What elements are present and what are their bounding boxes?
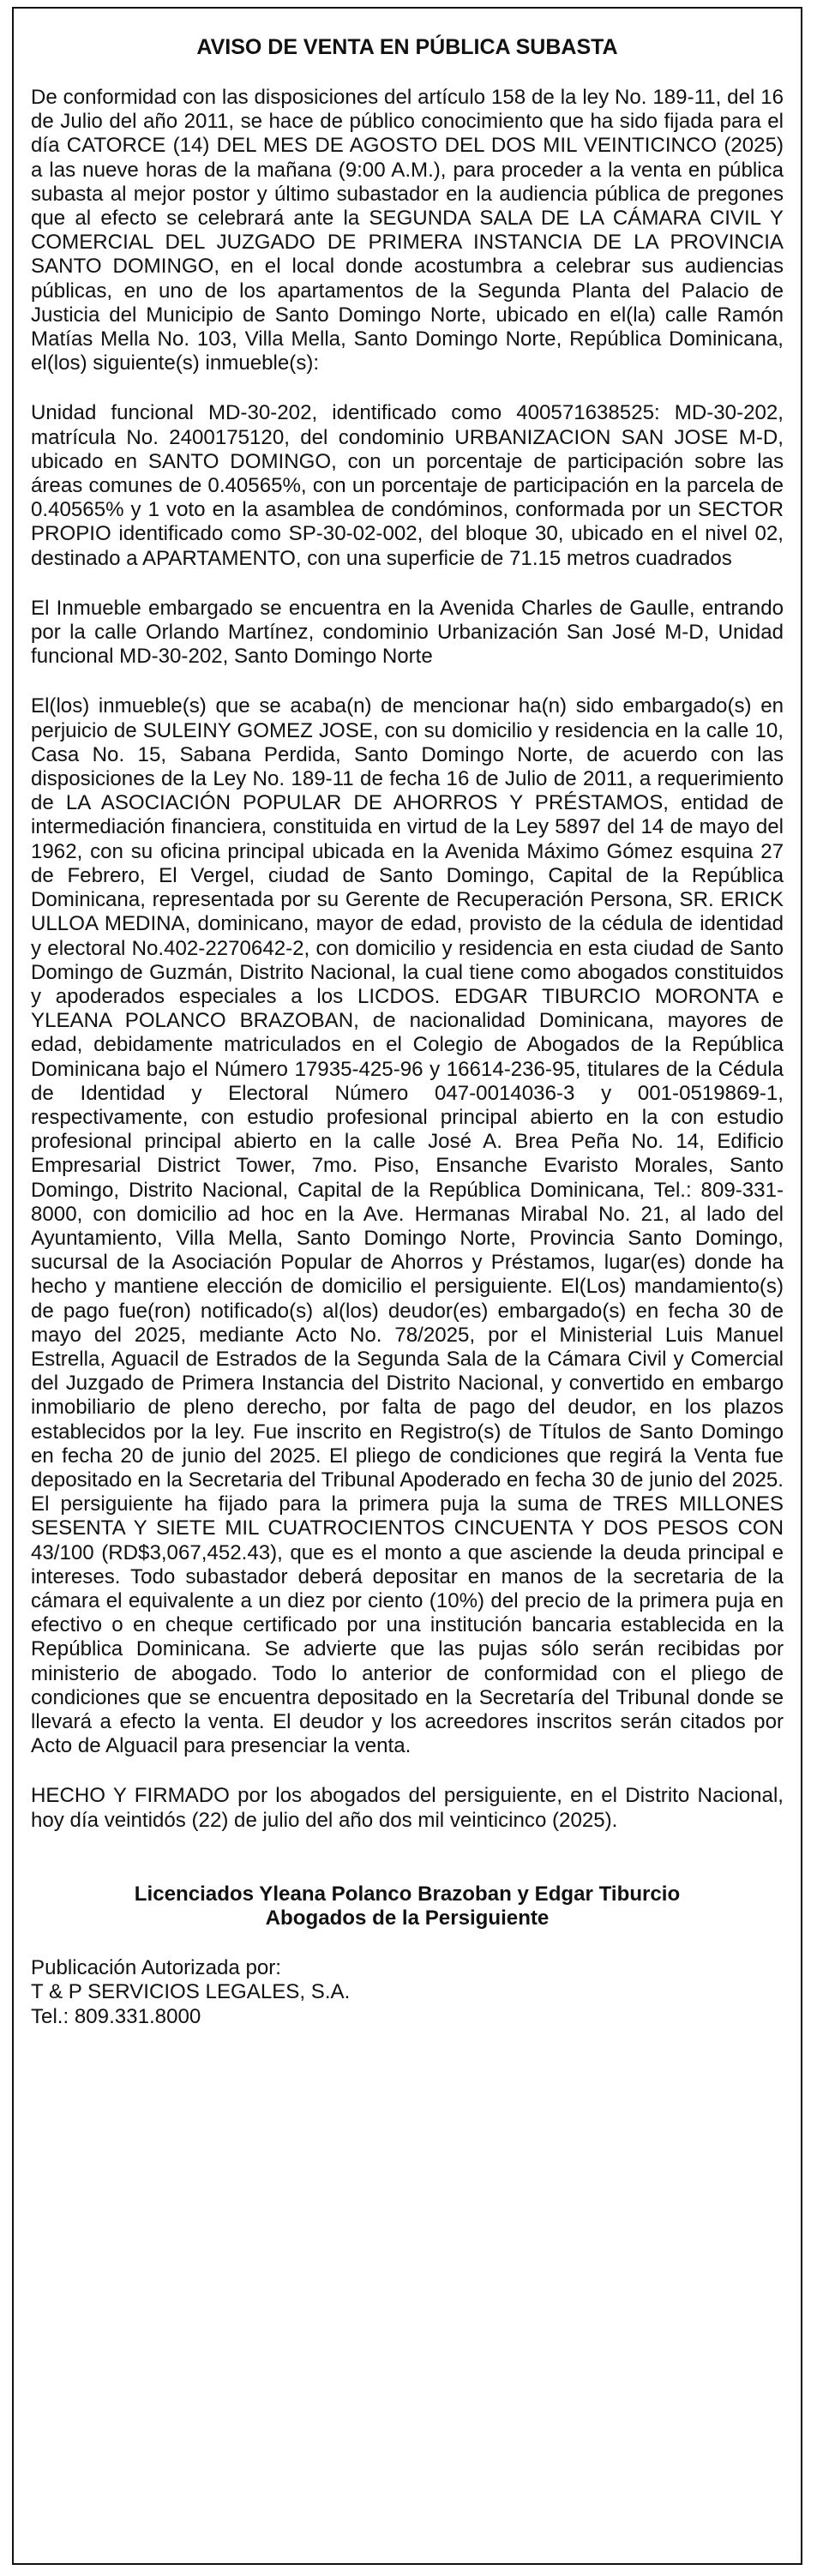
footer-phone: Tel.: 809.331.8000: [31, 2004, 201, 2028]
paragraph-property-description: Unidad funcional MD-30-202, identificado como 400571638525: MD-30-202, matrícula No. 2400175120, del condominio URBANIZACION SAN JOSE M-D, ubicado en SANTO DOMINGO, con un porcentaje de participación sobre las áreas comunes de 0.40565%, con un porcentaje de participación en la parcela de 0.40565% y 1 voto en la asamblea de condóminos, conformada por un SECTOR PROPIO identificado como SP-30-02-002, del bloque 30, ubicado en el nivel 02, destinado a APARTAMENTO, con una superficie de 71.15 metros cuadrados: [31, 401, 784, 570]
paragraph-auction-date-venue: De conformidad con las disposiciones del artículo 158 de la ley No. 189-11, del 16 de Julio del año 2011, se hace de público conocimiento que ha sido fijada para el día CATORCE (14) DEL MES DE AGOSTO DEL DOS MIL VEINTICINCO (2025) a las nueve horas de la mañana (9:00 A.M.), para proceder a la venta en pública subasta al mejor postor y último subastador en la audiencia pública de pregones que al efecto se celebrará ante la SEGUNDA SALA DE LA CÁMARA CIVIL Y COMERCIAL DEL JUZGADO DE PRIMERA INSTANCIA DE LA PROVINCIA SANTO DOMINGO, en el local donde acostumbra a celebrar sus audiencias públicas, en uno de los apartamentos de la Segunda Planta del Palacio de Justicia del Municipio de Santo Domingo Norte, ubicado en el(la) calle Ramón Matías Mella No. 103, Villa Mella, Santo Domingo Norte, República Dominicana, el(los) siguiente(s) inmueble(s):: [31, 86, 784, 375]
footer-authorized-label: Publicación Autorizada por:: [31, 1956, 281, 1980]
paragraph-seizure-details: El(los) inmueble(s) que se acaba(n) de mencionar ha(n) sido embargado(s) en perjuicio de SULEINY GOMEZ JOSE, con su domicilio y residencia en la calle 10, Casa No. 15, Sabana Perdida, Santo Domingo Norte, de acuerdo con las disposiciones de la Ley No. 189-11 de fecha 16 de Julio de 2011, a requerimiento de LA ASOCIACIÓN POPULAR DE AHORROS Y PRÉSTAMOS, entidad de intermediación financiera, constituida en virtud de la Ley 5897 del 14 de mayo del 1962, con su oficina principal ubicada en la Avenida Máximo Gómez esquina 27 de Febrero, El Vergel, ciudad de Santo Domingo, Capital de la República Dominicana, representada por su Gerente de Recuperación Persona, SR. ERICK ULLOA MEDINA, dominicano, mayor de edad, provisto de la cédula de identidad y electoral No.402-2270642-2, con domicilio y residencia en esta ciudad de Santo Domingo de Guzmán, Distrito Nacional, la cual tiene como abogados constituidos y apoderados especiales a los LICDOS. EDGAR TIBURCIO MORONTA e YLEANA POLANCO BRAZOBAN, de nacionalidad Dominicana, mayores de edad, debidamente matriculados en el Colegio de Abogados de la República Dominicana bajo el Número 17935-425-96 y 16614-236-95, titulares de la Cédula de Identidad y Electoral Número 047-0014036-3 y 001-0519869-1, respectivamente, con estudio profesional principal abierto en la con estudio profesional principal abierto en la calle José A. Brea Peña No. 14, Edificio Empresarial District Tower, 7mo. Piso, Ensanche Evaristo Morales, Santo Domingo, Distrito Nacional, Capital de la República Dominicana, Tel.: 809-331-8000, con domicilio ad hoc en la Ave. Hermanas Mirabal No. 21, al lado del Ayuntamiento, Villa Mella, Santo Domingo Norte, Provincia Santo Domingo, sucursal de la Asociación Popular de Ahorros y Préstamos, lugar(es) donde ha hecho y mantiene elección de domicilio el persiguiente. El(Los) mandamiento(s) de pago fue(ron) notificado(s) al(los) deudor(es) embargado(s) en fecha 30 de mayo del 2025, mediante Acto No. 78/2025, por el Ministerial Luis Manuel Estrella, Aguacil de Estrados de la Segunda Sala de la Cámara Civil y Comercial del Juzgado de Primera Instancia del Distrito Nacional, y convertido en embargo inmobiliario de pleno derecho, por falta de pago del deudor, en los plazos establecidos por la ley. Fue inscrito en Registro(s) de Títulos de Santo Domingo en fecha 20 de junio del 2025. El pliego de condiciones que regirá la Venta fue depositado en la Secretaria del Tribunal Apoderado en fecha 30 de junio del 2025. El persiguiente ha fijado para la primera puja la suma de TRES MILLONES SESENTA Y SIETE MIL CUATROCIENTOS CINCUENTA Y DOS PESOS CON 43/100 (RD$3,067,452.43), que es el monto a que asciende la deuda principal e intereses. Todo subastador deberá depositar en manos de la secretaria de la cámara el equivalente a un diez por ciento (10%) del precio de la primera puja en efectivo o en cheque certificado por una institución bancaria establecida en la República Dominicana. Se advierte que las pujas sólo serán recibidas por ministerio de abogado. Todo lo anterior de conformidad con el pliego de condiciones que se encuentra depositado en la Secretaría del Tribunal donde se llevará a efecto la venta. El deudor y los acreedores inscritos serán citados por Acto de Alguacil para presenciar la venta.: [31, 694, 784, 1758]
signature-role: Abogados de la Persiguiente: [265, 1906, 550, 1930]
paragraph-signed-date: HECHO Y FIRMADO por los abogados del persiguiente, en el Distrito Nacional, hoy día veintidós (22) de julio del año dos mil veinticinco (2025).: [31, 1784, 784, 1832]
paragraph-property-location: El Inmueble embargado se encuentra en la Avenida Charles de Gaulle, entrando por la calle Orlando Martínez, condominio Urbanización San José M-D, Unidad funcional MD-30-202, Santo Domingo Norte: [31, 596, 784, 669]
signature-lawyers: Licenciados Yleana Polanco Brazoban y Edgar Tiburcio: [134, 1882, 681, 1906]
footer-company: T & P SERVICIOS LEGALES, S.A.: [31, 1980, 351, 2004]
signature-block: [31, 1882, 784, 1930]
notice-title: AVISO DE VENTA EN PÚBLICA SUBASTA: [196, 35, 618, 59]
auction-notice: [12, 7, 802, 2565]
publication-footer: [31, 1956, 784, 2029]
